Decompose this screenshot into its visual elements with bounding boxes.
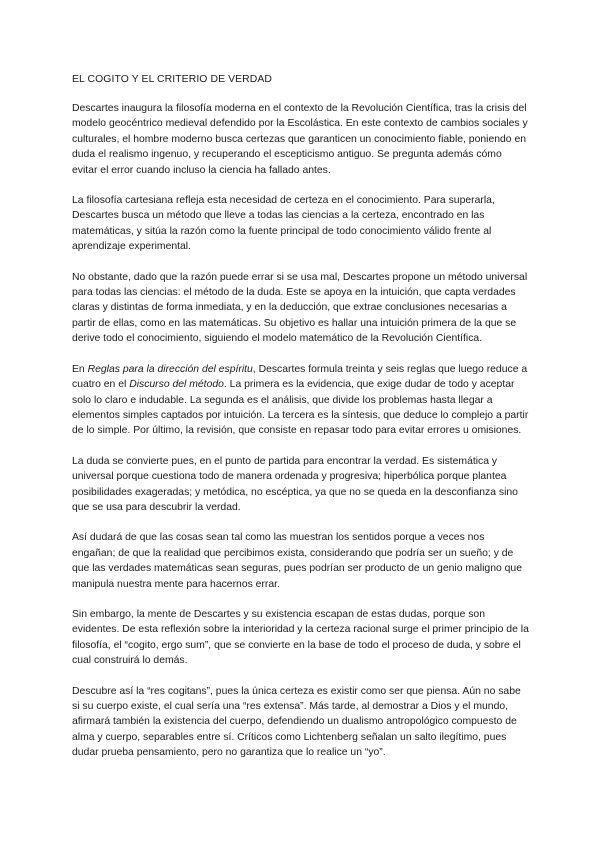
rules-book-title-reglas: Reglas para la dirección del espíritu	[87, 363, 253, 375]
paragraph-doubt-characteristics: La duda se convierte pues, en el punto de partida para encontrar la verdad. Es sistemática y universal porque cuestiona todo de manera ordenada y progresiva; hiperbólica porque plantea posibilidades exageradas; y metódica, no escéptica, ya que no se queda en la desconfianza sino que se usa para descubrir la verdad.	[72, 455, 518, 513]
paragraph-rules	[72, 362, 530, 439]
paragraph-method: La filosofía cartesiana refleja esta necesidad de certeza en el conocimiento. Para superarla, Descartes busca un método que lleve a todas las ciencias a la certeza, encontrado en las matemáticas, y sitúa la razón como la fuente principal de todo conocimiento válido frente al aprendizaje experimental.	[72, 195, 495, 253]
paragraph-res-cogitans: Descubre así la “res cogitans”, pues la única certeza es existir como ser que piensa. Aún no sabe si su cuerpo existe, el cual sería una “res extensa”. Más tarde, al demostrar a Dios y el mundo, afirmará también la existencia del cuerpo, defendiendo un dualismo antropológico compuesto de alma y cuerpo, separables entre sí. Críticos como Lichtenberg señalan un salto ilegítimo, pues dudar prueba pensamiento, pero no garantiza que lo realice un “yo”.	[72, 685, 521, 759]
paragraph-context: Descartes inaugura la filosofía moderna en el contexto de la Revolución Científica, tras la crisis del modelo geocéntrico medieval defendido por la Escolástica. En este contexto de cambios sociales y culturales, el hombre moderno busca certezas que garanticen un conocimiento fiable, poniendo en duda el realismo ingenuo, y recuperando el escepticismo antiguo. Se pregunta además cómo evitar el error cuando incluso la ciencia ha fallado antes.	[72, 103, 528, 176]
paragraph-doubt-levels: Así dudará de que las cosas sean tal como las muestran los sentidos porque a veces nos engañan; de que la realidad que percibimos exista, considerando que podría ser un sueño; y de que las verdades matemáticas sean seguras, pues podrían ser producto de un genio maligno que manipula nuestra mente para hacernos errar.	[72, 532, 522, 590]
document-title: EL COGITO Y EL CRITERIO DE VERDAD	[72, 74, 273, 85]
rules-text-3: . La primera es la evidencia, que exige dudar de todo y aceptar solo lo claro e indudable. La segunda es el análisis, que divide los problemas hasta llegar a elementos simples captados por intuición. La tercera es la síntesis, que deduce lo complejo a partir de lo simple. Por último, la revisión, que consiste en repasar todo para evitar errores u omisiones.	[72, 379, 529, 437]
rules-text-1: En	[72, 363, 88, 375]
paragraph-doubt-method: No obstante, dado que la razón puede errar si se usa mal, Descartes propone un método universal para todas las ciencias: el método de la duda. Este se apoya en la intuición, que capta verdades claras y distintas de forma inmediata, y en la deducción, que extrae conclusiones necesarias a partir de ellas, como en las matemáticas. Su objetivo es hallar una intuición primera de la que se derive todo el conocimiento, siguiendo el modelo matemático de la Revolución Científica.	[72, 271, 528, 345]
paragraph-cogito: Sin embargo, la mente de Descartes y su existencia escapan de estas dudas, porque son evidentes. De esta reflexión sobre la interioridad y la certeza racional surge el primer principio de la filosofía, el “cogito, ergo sum”, que se convierte en la base de todo el proceso de duda, y sobre el cual construirá lo demás.	[72, 608, 529, 667]
document-body	[72, 72, 530, 776]
rules-text-2: , Descartes formula treinta y seis reglas que luego reduce a cuatro en el	[72, 363, 528, 391]
rules-book-title-discurso: Discurso del método	[129, 379, 224, 391]
